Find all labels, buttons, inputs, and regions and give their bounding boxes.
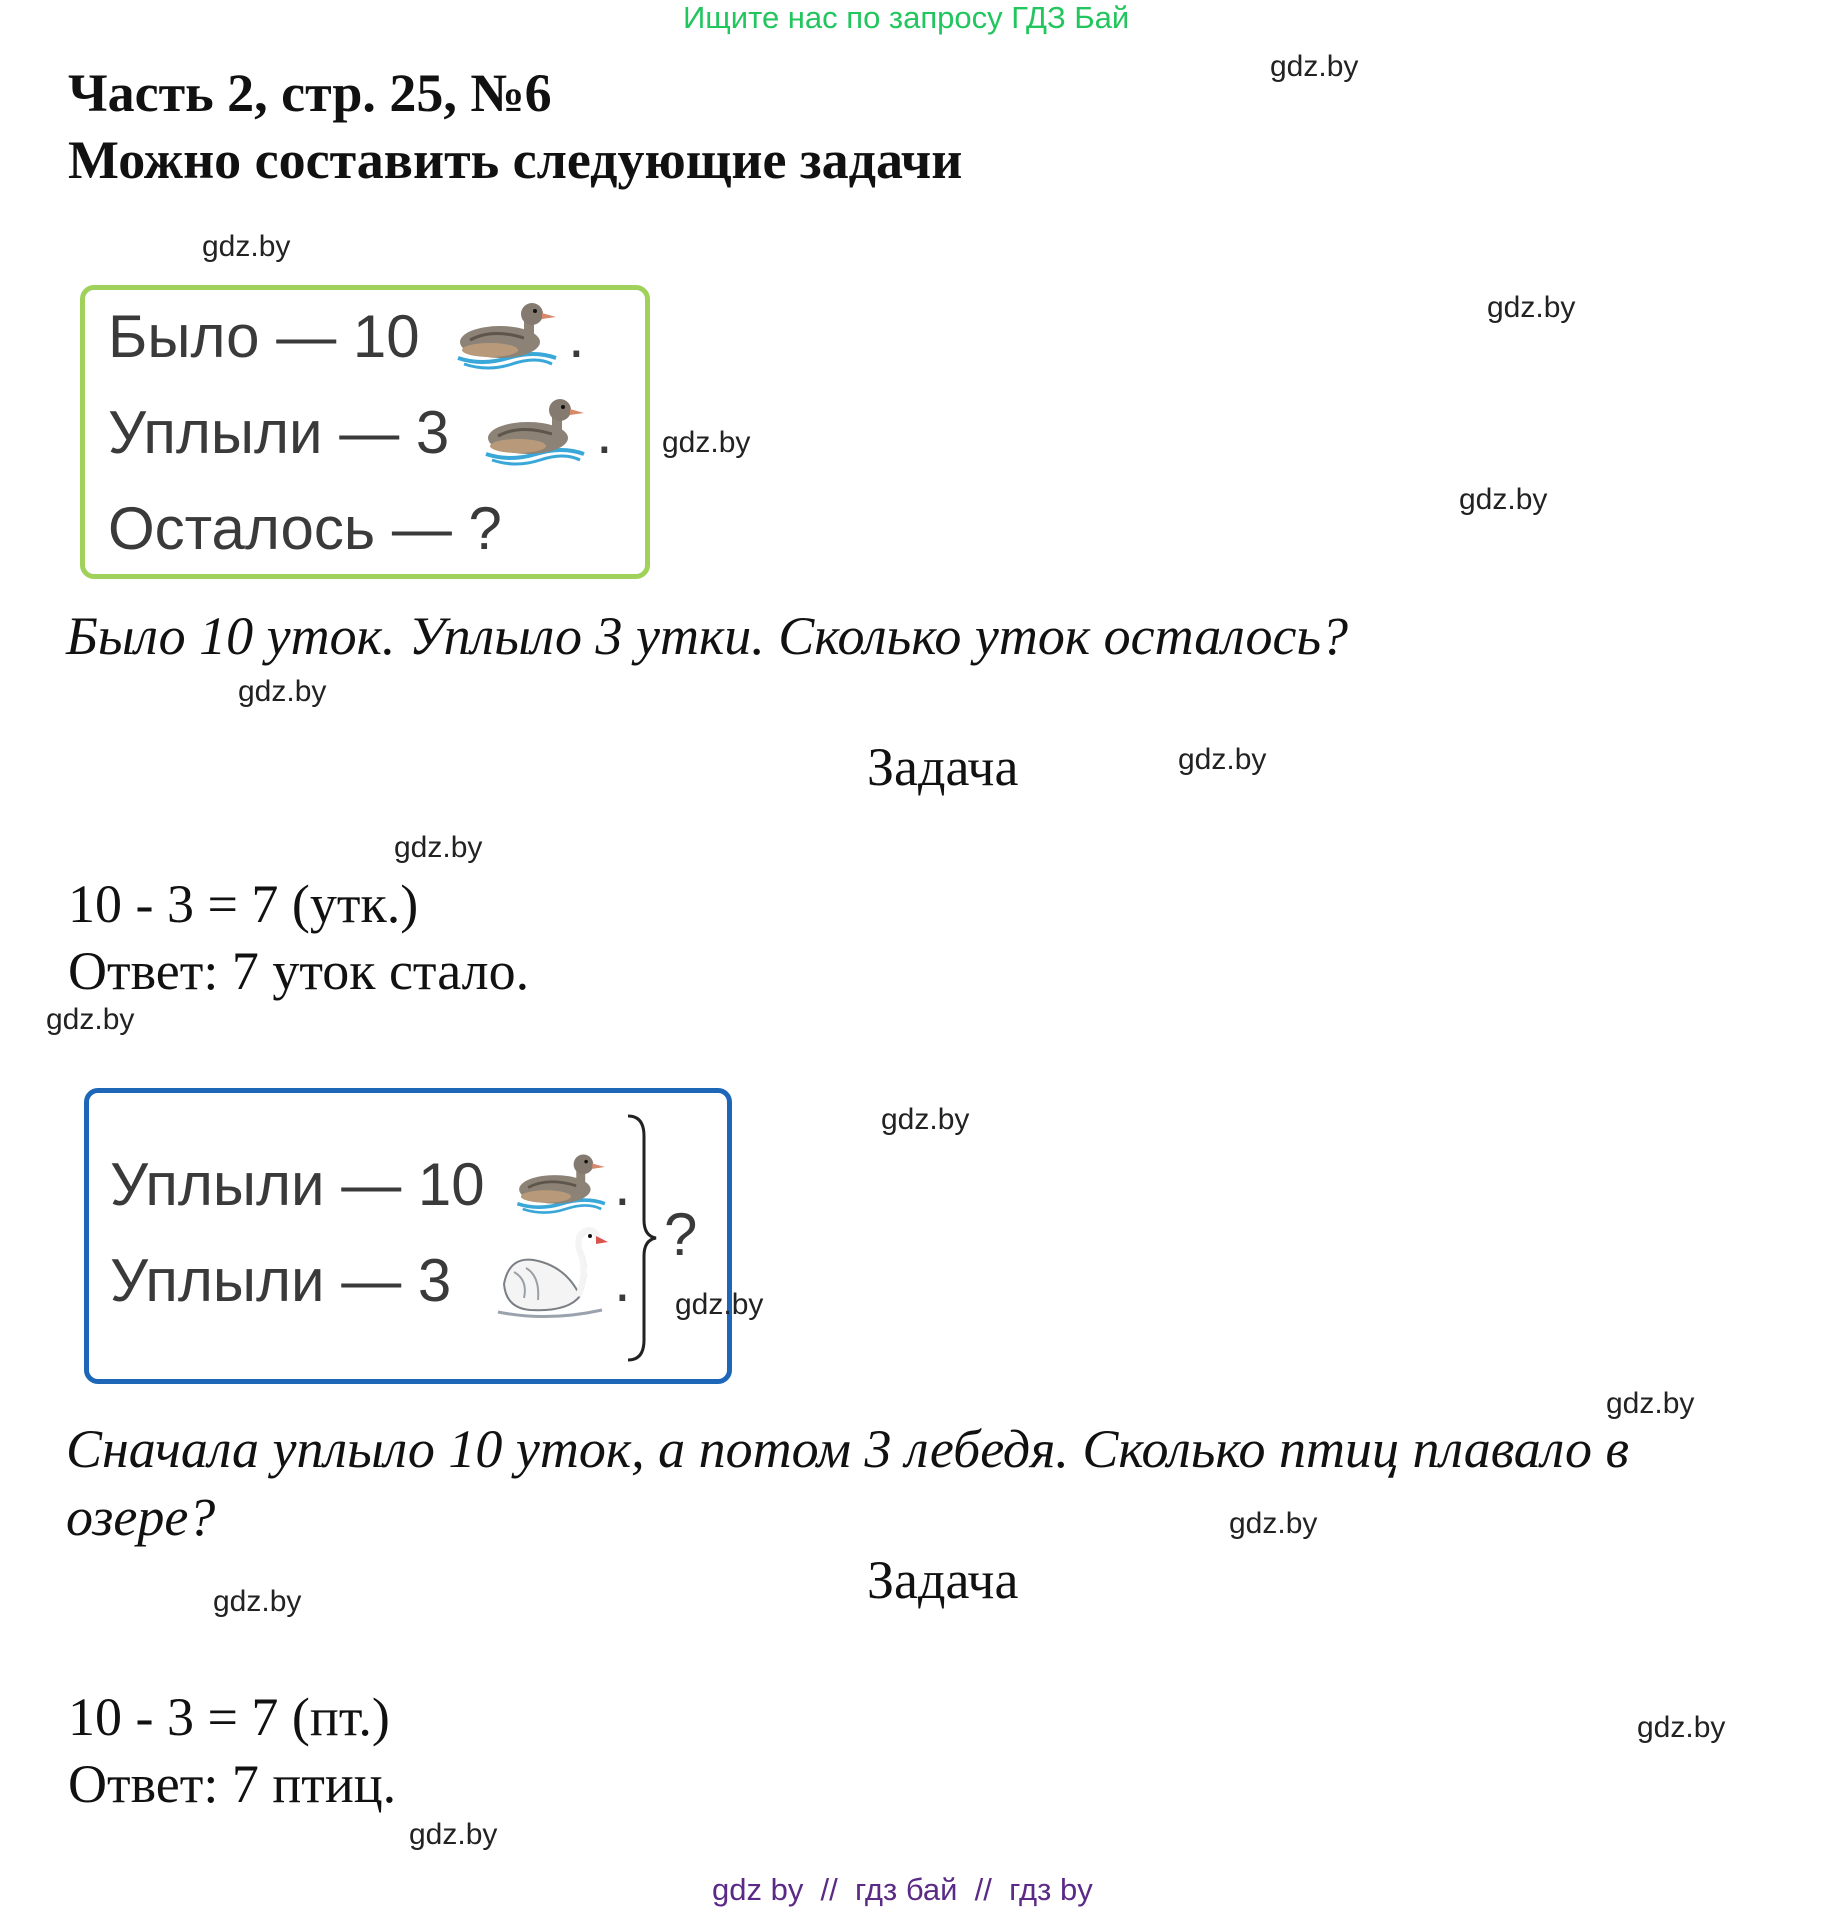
watermark: gdz.by — [46, 1003, 135, 1036]
task2-question-mark: ? — [664, 1201, 698, 1268]
duck-icon — [512, 1150, 612, 1218]
page-subtitle: Можно составить следующие задачи — [68, 130, 963, 190]
watermark: gdz.by — [1229, 1507, 1318, 1540]
task1-answer: Ответ: 7 уток стало. — [68, 941, 530, 1001]
task2-line-swans: Уплыли — 3 — [110, 1247, 452, 1314]
watermark: gdz.by — [1270, 50, 1359, 83]
task1-equation: 10 - 3 = 7 (утк.) — [68, 874, 419, 934]
task2-line-ducks: Уплыли — 10 — [110, 1151, 485, 1218]
task2-equation: 10 - 3 = 7 (пт.) — [68, 1687, 390, 1747]
task2-dot: . — [614, 1151, 631, 1218]
watermark: gdz.by — [202, 230, 291, 263]
task2-section-label: Задача — [867, 1550, 1019, 1610]
watermark: gdz.by — [213, 1585, 302, 1618]
watermark: gdz.by — [675, 1288, 764, 1321]
watermark: gdz.by — [662, 426, 751, 459]
task1-line-were: Было — 10 — [108, 303, 420, 370]
watermark: gdz.by — [1606, 1387, 1695, 1420]
watermark: gdz.by — [394, 831, 483, 864]
swan-icon — [484, 1222, 612, 1326]
task1-statement: Было 10 уток. Уплыло 3 утки. Сколько уток осталось? — [66, 606, 1349, 666]
watermark: gdz.by — [1487, 291, 1576, 324]
footer-links: gdz by // гдз бай // гдз by — [712, 1872, 1093, 1907]
duck-icon — [452, 300, 564, 372]
watermark: gdz.by — [409, 1818, 498, 1851]
curly-brace-icon — [622, 1112, 662, 1364]
task1-dot: . — [568, 303, 585, 370]
page-title: Часть 2, стр. 25, №6 — [68, 63, 552, 123]
watermark: gdz.by — [1637, 1711, 1726, 1744]
task1-section-label: Задача — [867, 737, 1019, 797]
watermark: gdz.by — [1459, 483, 1548, 516]
watermark: gdz.by — [1178, 743, 1267, 776]
task2-statement-line1: Сначала уплыло 10 уток, а потом 3 лебедя. Сколько птиц плавало в — [66, 1419, 1629, 1479]
search-banner: Ищите нас по запросу ГДЗ Бай — [683, 0, 1130, 35]
task1-line-swam: Уплыли — 3 — [108, 399, 450, 466]
duck-icon — [480, 396, 592, 468]
task1-dot: . — [596, 399, 613, 466]
task2-statement-line2: озере? — [66, 1487, 216, 1547]
task2-dot: . — [614, 1247, 631, 1314]
task2-answer: Ответ: 7 птиц. — [68, 1754, 397, 1814]
watermark: gdz.by — [881, 1103, 970, 1136]
task1-line-left: Осталось — ? — [108, 495, 502, 562]
watermark: gdz.by — [238, 675, 327, 708]
